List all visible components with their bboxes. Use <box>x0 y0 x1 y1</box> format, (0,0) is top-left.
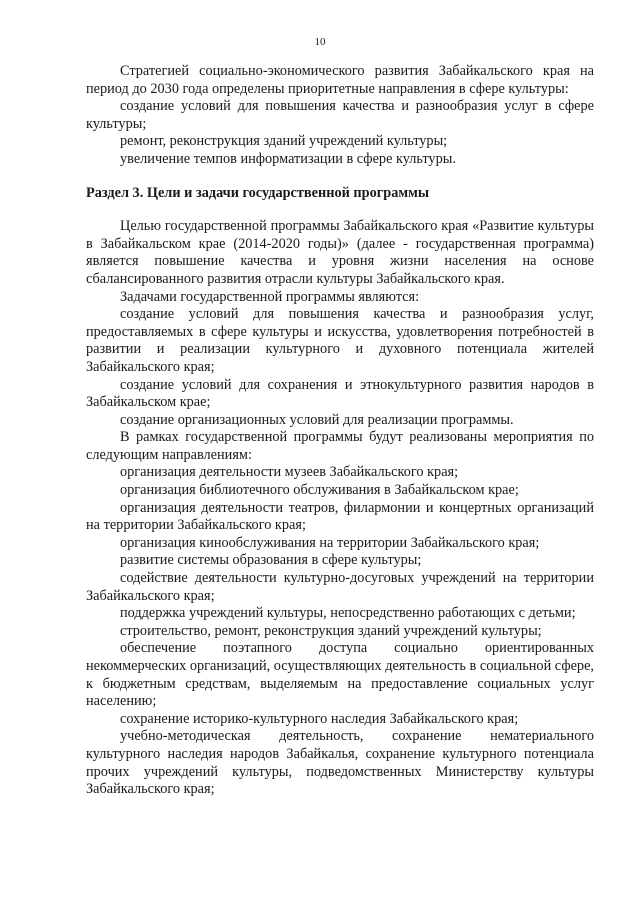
document-body <box>86 63 594 799</box>
paragraph: создание условий для сохранения и этнокультурного развития народов в Забайкальском крае; <box>86 376 594 411</box>
section-heading: Раздел 3. Цели и задачи государственной программы <box>86 184 429 201</box>
paragraph: поддержка учреждений культуры, непосредственно работающих с детьми; <box>120 605 576 622</box>
page-number: 10 <box>314 36 326 48</box>
paragraph: обеспечение поэтапного доступа социально ориентированных некоммерческих организаций, осуществляющих деятельность в социальной сфере, к бюджетным средствам, выделяемым на предоставление социальных услуг населению; <box>86 640 594 710</box>
paragraph: увеличение темпов информатизации в сфере культуры. <box>120 150 456 167</box>
paragraph: В рамках государственной программы будут реализованы мероприятия по следующим направлениям: <box>86 429 594 463</box>
paragraph: организация деятельности театров, филармонии и концертных организаций на территории Забайкальского края; <box>86 499 594 534</box>
paragraph: организация кинообслуживания на территории Забайкальского края; <box>120 534 540 551</box>
paragraph: сохранение историко-культурного наследия Забайкальского края; <box>120 710 519 727</box>
paragraph: содействие деятельности культурно-досуговых учреждений на территории Забайкальского края; <box>86 570 594 604</box>
paragraph: создание организационных условий для реализации программы. <box>120 411 514 428</box>
paragraph: Задачами государственной программы являются: <box>120 288 420 305</box>
paragraph: организация библиотечного обслуживания в Забайкальском крае; <box>120 482 519 499</box>
paragraph: строительство, ремонт, реконструкция зданий учреждений культуры; <box>120 622 542 639</box>
paragraph: организация деятельности музеев Забайкальского края; <box>120 464 459 481</box>
paragraph: создание условий для повышения качества и разнообразия услуг в сфере культуры; <box>86 98 594 132</box>
paragraph: развитие системы образования в сфере культуры; <box>120 552 422 569</box>
paragraph: создание условий для повышения качества и разнообразия услуг, предоставляемых в сфере культуры и искусства, удовлетворения потребностей в развитии и реализации культурного и духовного потенциала жителей Забайкальского края; <box>86 306 594 375</box>
paragraph: ремонт, реконструкция зданий учреждений культуры; <box>120 133 448 150</box>
paragraph: Целью государственной программы Забайкальского края «Развитие культуры в Забайкальском крае (2014-2020 годы)» (далее - государственная программа) является повышение качества и уровня жизни населения на основе сбалансированного развития отрасли культуры Забайкальского края. <box>86 218 594 287</box>
paragraph: учебно-методическая деятельность, сохранение нематериального культурного наследия народов Забайкалья, сохранение культурного потенциала прочих учреждений культуры, подведомственных Министерству культуры Забайкальского края; <box>86 728 594 798</box>
paragraph: Стратегией социально-экономического развития Забайкальского края на период до 2030 года определены приоритетные направления в сфере культуры: <box>86 63 594 97</box>
